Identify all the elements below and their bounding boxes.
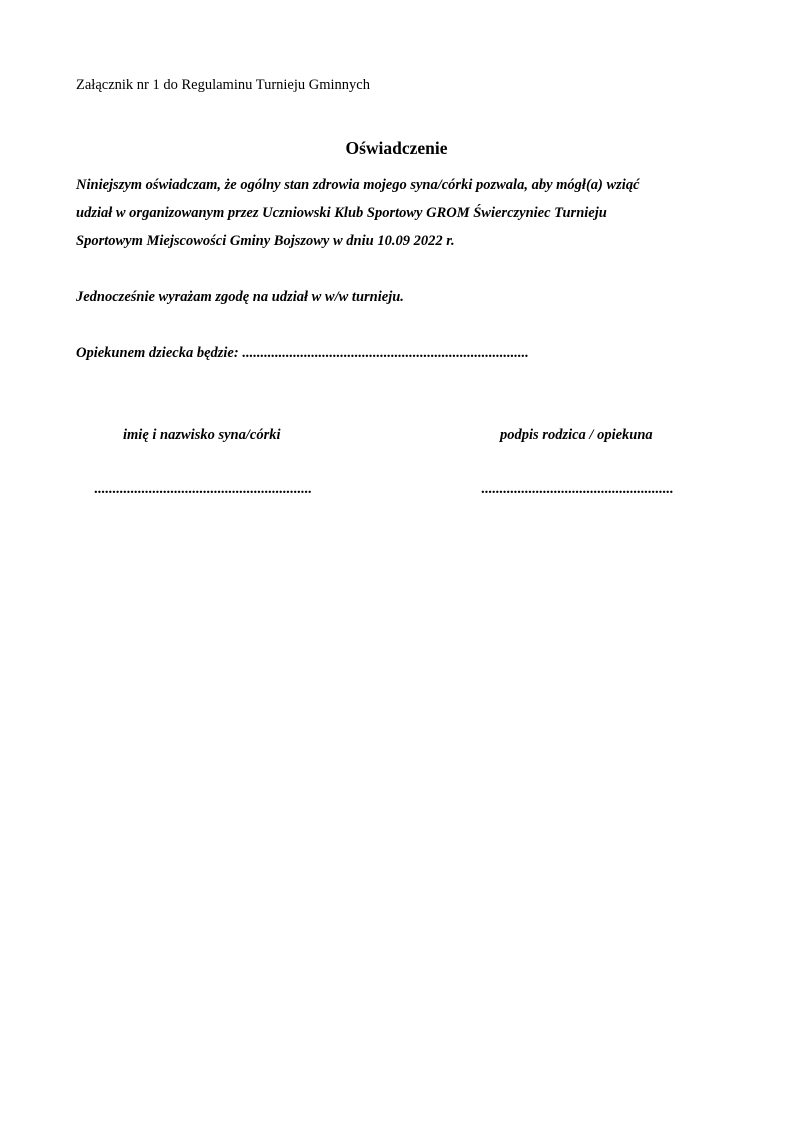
child-name-fill-line: ............................................................ — [94, 481, 312, 497]
parent-signature-fill-line: ..................................................... — [481, 481, 674, 497]
document-title: Oświadczenie — [345, 138, 448, 158]
consent-statement: Jednocześnie wyrażam zgodę na udział w w/w turnieju. — [76, 289, 404, 305]
parent-signature-label: podpis rodzica / opiekuna — [500, 427, 653, 443]
statement-line-3: Sportowym Miejscowości Gminy Bojszowy w dniu 10.09 2022 r. — [76, 233, 455, 249]
annex-reference: Załącznik nr 1 do Regulaminu Turnieju Gminnych — [76, 77, 370, 93]
statement-line-1: Niniejszym oświadczam, że ogólny stan zdrowia mojego syna/córki pozwala, aby mógł(a) wziąć — [76, 177, 640, 193]
guardian-field: Opiekunem dziecka będzie: ............................................................................... — [76, 345, 529, 361]
statement-line-2: udział w organizowanym przez Uczniowski Klub Sportowy GROM Świerczyniec Turnieju — [76, 205, 607, 221]
child-name-label: imię i nazwisko syna/córki — [123, 427, 281, 443]
